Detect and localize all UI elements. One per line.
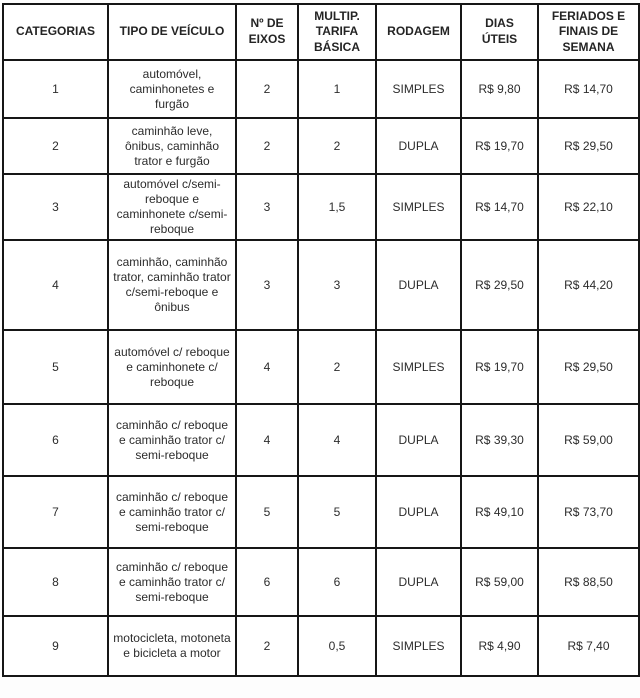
rodagem-cell: SIMPLES <box>376 174 461 240</box>
vehicle-type-cell: automóvel, caminhonetes e furgão <box>108 60 236 118</box>
table-row <box>3 118 639 174</box>
vehicle-type-cell: motocicleta, motoneta e bicicleta a motor <box>108 616 236 676</box>
category-cell: 1 <box>3 60 108 118</box>
category-cell: 3 <box>3 174 108 240</box>
rodagem-cell: SIMPLES <box>376 616 461 676</box>
multiplier-cell: 3 <box>298 240 376 330</box>
axles-cell: 5 <box>236 476 298 548</box>
multiplier-cell: 0,5 <box>298 616 376 676</box>
weekday-price-cell: R$ 14,70 <box>461 174 538 240</box>
category-cell: 7 <box>3 476 108 548</box>
rodagem-cell: SIMPLES <box>376 60 461 118</box>
multiplier-cell: 5 <box>298 476 376 548</box>
header-row <box>3 4 639 60</box>
multiplier-cell: 1,5 <box>298 174 376 240</box>
multiplier-cell: 2 <box>298 330 376 404</box>
category-cell: 4 <box>3 240 108 330</box>
table-row <box>3 60 639 118</box>
rodagem-cell: DUPLA <box>376 240 461 330</box>
rodagem-cell: DUPLA <box>376 476 461 548</box>
weekend-price-cell: R$ 73,70 <box>538 476 639 548</box>
vehicle-type-cell: automóvel c/ reboque e caminhonete c/ reboque <box>108 330 236 404</box>
table-row <box>3 174 639 240</box>
axles-cell: 2 <box>236 616 298 676</box>
weekday-price-cell: R$ 49,10 <box>461 476 538 548</box>
weekend-price-cell: R$ 29,50 <box>538 118 639 174</box>
header-rodagem: RODAGEM <box>376 4 461 60</box>
weekday-price-cell: R$ 19,70 <box>461 330 538 404</box>
category-cell: 6 <box>3 404 108 476</box>
axles-cell: 6 <box>236 548 298 616</box>
vehicle-type-cell: caminhão c/ reboque e caminhão trator c/ semi-reboque <box>108 476 236 548</box>
axles-cell: 3 <box>236 174 298 240</box>
weekend-price-cell: R$ 14,70 <box>538 60 639 118</box>
vehicle-type-cell: caminhão c/ reboque e caminhão trator c/ semi-reboque <box>108 548 236 616</box>
weekend-price-cell: R$ 88,50 <box>538 548 639 616</box>
table-row <box>3 548 639 616</box>
table-row <box>3 404 639 476</box>
header-categorias: CATEGORIAS <box>3 4 108 60</box>
header-multip-tarifa-basica: MULTIP. TARIFA BÁSICA <box>298 4 376 60</box>
rodagem-cell: DUPLA <box>376 548 461 616</box>
multiplier-cell: 6 <box>298 548 376 616</box>
axles-cell: 3 <box>236 240 298 330</box>
weekend-price-cell: R$ 44,20 <box>538 240 639 330</box>
rodagem-cell: DUPLA <box>376 404 461 476</box>
axles-cell: 2 <box>236 60 298 118</box>
weekday-price-cell: R$ 59,00 <box>461 548 538 616</box>
weekday-price-cell: R$ 19,70 <box>461 118 538 174</box>
vehicle-type-cell: caminhão leve, ônibus, caminhão trator e furgão <box>108 118 236 174</box>
weekend-price-cell: R$ 59,00 <box>538 404 639 476</box>
vehicle-type-cell: caminhão c/ reboque e caminhão trator c/ semi-reboque <box>108 404 236 476</box>
weekday-price-cell: R$ 9,80 <box>461 60 538 118</box>
table-row <box>3 240 639 330</box>
header-dias-uteis: DIAS ÚTEIS <box>461 4 538 60</box>
table-row <box>3 476 639 548</box>
table-row <box>3 330 639 404</box>
weekend-price-cell: R$ 7,40 <box>538 616 639 676</box>
vehicle-type-cell: automóvel c/semi-reboque e caminhonete c/semi-reboque <box>108 174 236 240</box>
weekday-price-cell: R$ 39,30 <box>461 404 538 476</box>
axles-cell: 4 <box>236 330 298 404</box>
header-n-de-eixos: Nº DE EIXOS <box>236 4 298 60</box>
category-cell: 2 <box>3 118 108 174</box>
header-feriados-finais-semana: FERIADOS E FINAIS DE SEMANA <box>538 4 639 60</box>
header-tipo-de-veiculo: TIPO DE VEÍCULO <box>108 4 236 60</box>
category-cell: 9 <box>3 616 108 676</box>
axles-cell: 4 <box>236 404 298 476</box>
multiplier-cell: 1 <box>298 60 376 118</box>
category-cell: 5 <box>3 330 108 404</box>
rodagem-cell: DUPLA <box>376 118 461 174</box>
multiplier-cell: 4 <box>298 404 376 476</box>
category-cell: 8 <box>3 548 108 616</box>
multiplier-cell: 2 <box>298 118 376 174</box>
weekday-price-cell: R$ 29,50 <box>461 240 538 330</box>
weekend-price-cell: R$ 29,50 <box>538 330 639 404</box>
vehicle-type-cell: caminhão, caminhão trator, caminhão trator c/semi-reboque e ônibus <box>108 240 236 330</box>
weekend-price-cell: R$ 22,10 <box>538 174 639 240</box>
rodagem-cell: SIMPLES <box>376 330 461 404</box>
toll-tariff-table <box>2 3 640 677</box>
table-row <box>3 616 639 676</box>
axles-cell: 2 <box>236 118 298 174</box>
weekday-price-cell: R$ 4,90 <box>461 616 538 676</box>
